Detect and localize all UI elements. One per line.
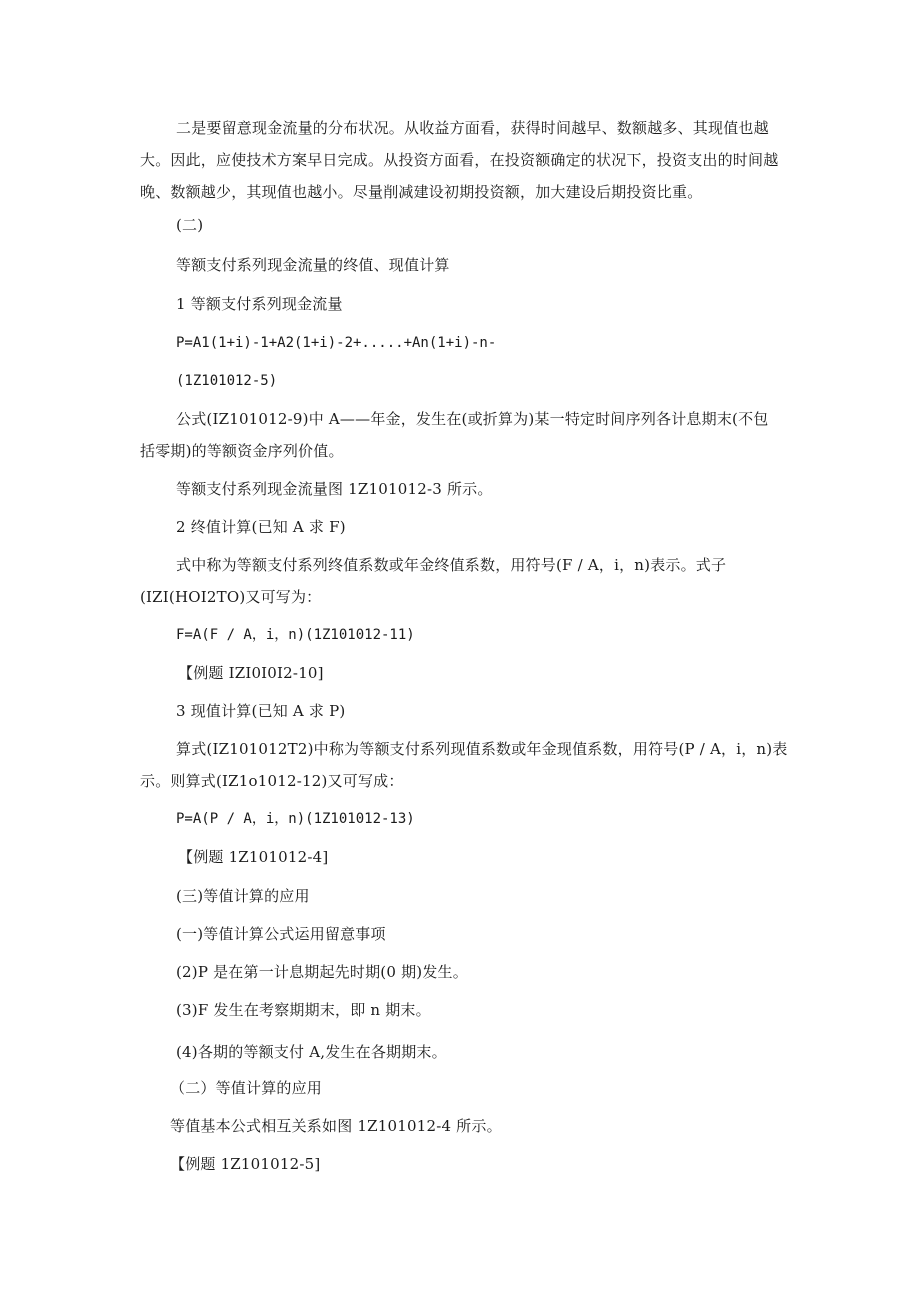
note-4: (4)各期的等额支付 A,发生在各期期末。 (176, 1043, 447, 1061)
formula-p: P=A1(1+i)-1+A2(1+i)-2+.....+An(1+i)-n- (176, 335, 497, 351)
figure-ref-line: 等额支付系列现金流量图 1Z101012-3 所示。 (176, 480, 493, 498)
paragraph-future (140, 549, 726, 613)
paragraph-annuity (140, 403, 768, 467)
paragraph-distribution (140, 112, 778, 208)
equal-payment-title: 等额支付系列现金流量的终值、现值计算 (176, 256, 450, 274)
example-5: 【例题 1Z101012-5] (170, 1155, 321, 1173)
formula-p2: P=A(P / A，i，n)(1Z101012-13) (176, 811, 415, 827)
formula-p-ref: (1Z101012-5) (176, 373, 278, 389)
note-2: (2)P 是在第一计息期起先时期(0 期)发生。 (176, 963, 468, 981)
paragraph-line: 晚、数额越少，其现值也越小。尽量削减建设初期投资额，加大建设后期投资比重。 (140, 183, 703, 201)
notes-heading: (一)等值计算公式运用留意事项 (176, 925, 386, 943)
paragraph-line: 大。因此，应使技术方案早日完成。从投资方面看，在投资额确定的状况下，投资支出的时间越 (140, 151, 779, 169)
paragraph-line: 二是要留意现金流量的分布状况。从收益方面看，获得时间越早、数额越多、其现值也越 (176, 119, 769, 137)
paragraph-line: 公式(IZ101012-9)中 A——年金，发生在(或折算为)某一特定时间序列各计息期末(不包 (176, 410, 769, 428)
example-10: 【例题 IZI0I0I2-10] (178, 664, 324, 682)
paragraph-line: (IZI(HOI2TO)又可写为： (140, 588, 322, 606)
item3-title: 3 现值计算(已知 A 求 P) (176, 702, 346, 720)
paragraph-line: 算式(IZ101012T2)中称为等额支付系列现值系数或年金现值系数，用符号(P / A，i，n)表 (176, 740, 788, 758)
paragraph-line: 示。则算式(IZ1o1012-12)又可写成： (140, 772, 404, 790)
paragraph-line: 括零期)的等额资金序列价值。 (140, 442, 344, 460)
item2-title: 2 终值计算(已知 A 求 F) (176, 518, 346, 536)
paragraph-line: 式中称为等额支付系列终值系数或年金终值系数，用符号(F / A，i，n)表示。式子 (176, 556, 727, 574)
relation-line: 等值基本公式相互关系如图 1Z101012-4 所示。 (170, 1117, 502, 1135)
section-three-heading: (三)等值计算的应用 (176, 887, 310, 905)
formula-f: F=A(F / A，i，n)(1Z101012-11) (176, 627, 415, 643)
paragraph-present (140, 733, 788, 797)
application-heading: （二）等值计算的应用 (170, 1079, 323, 1097)
example-4: 【例题 1Z101012-4] (178, 848, 329, 866)
note-3: (3)F 发生在考察期期末，即 n 期末。 (176, 1001, 431, 1019)
item1-title: 1 等额支付系列现金流量 (176, 295, 343, 313)
section-two-heading: (二) (176, 216, 204, 234)
